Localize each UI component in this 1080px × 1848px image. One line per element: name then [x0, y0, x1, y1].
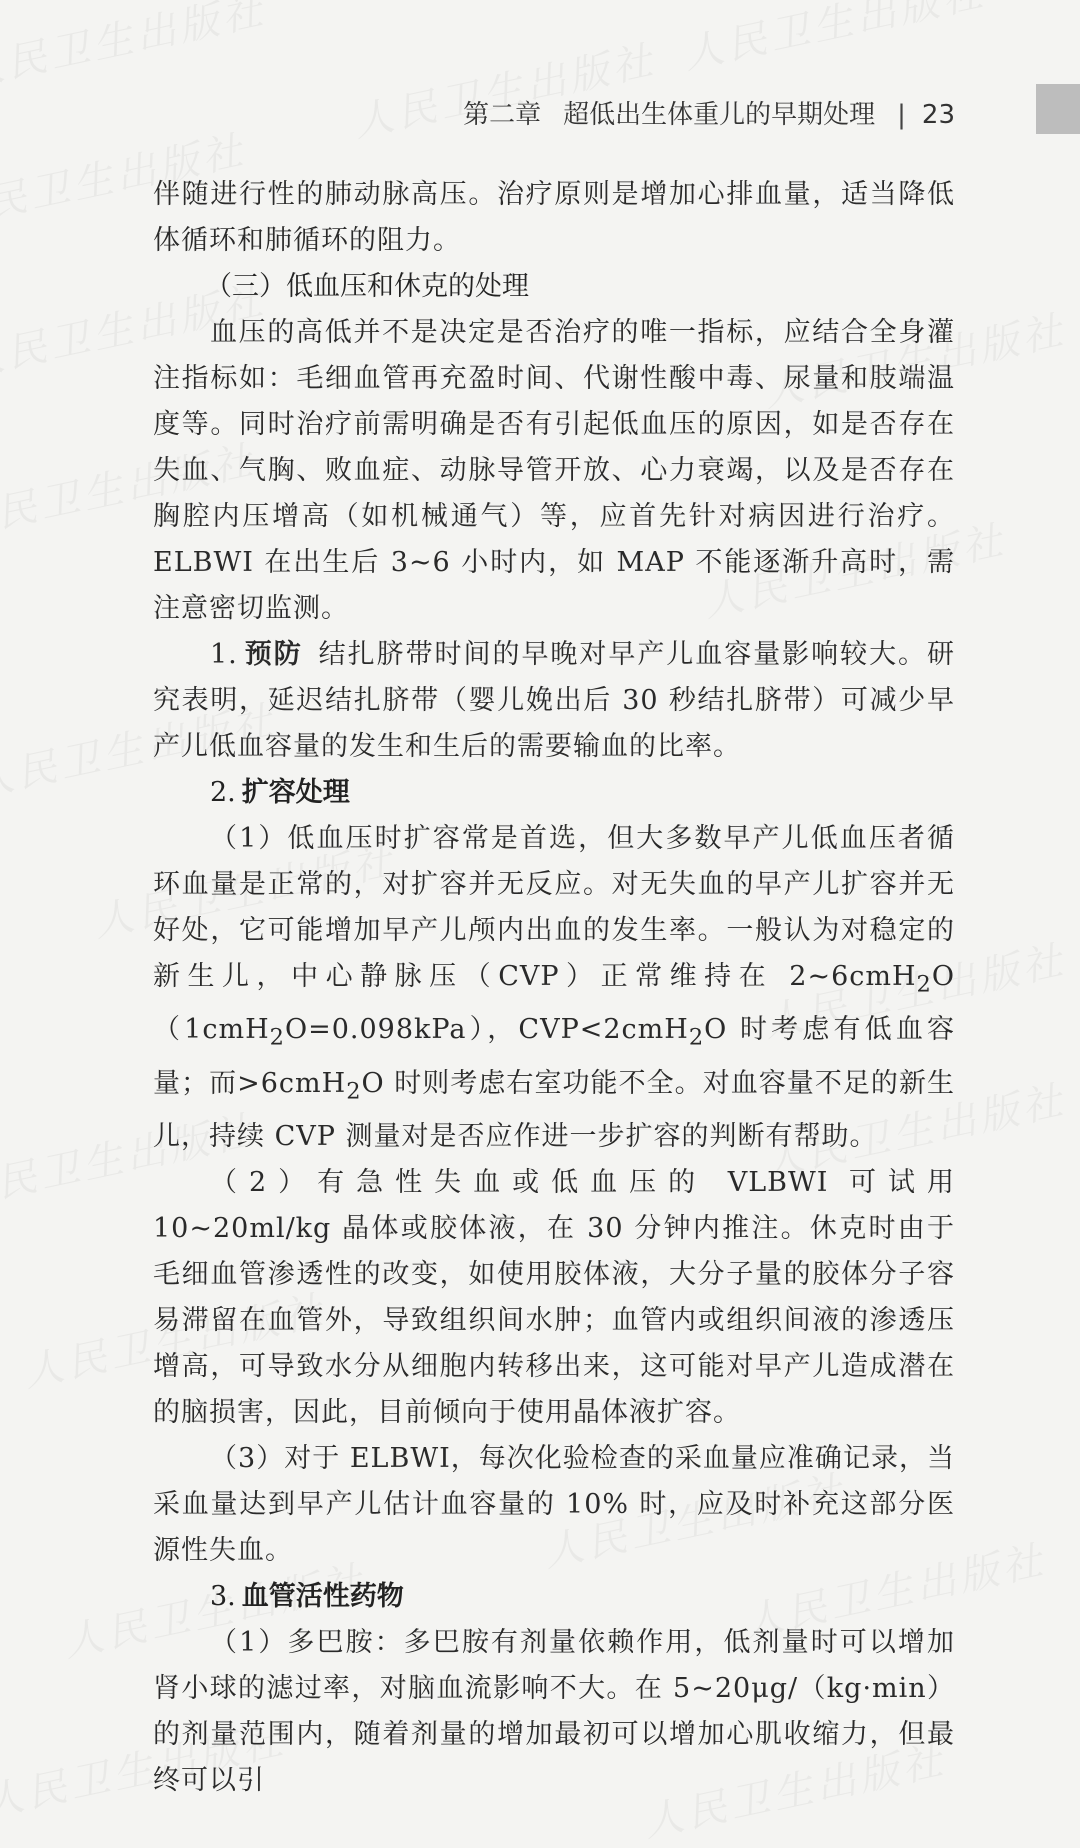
paragraph: （2）有急性失血或低血压的 VLBWI 可试用 10~20ml/kg 晶体或胶体液，在 30 分钟内推注。休克时由于毛细血管渗透性的改变，如使用胶体液，大分子量的胶体分子容易滞留在血管外，导致组织间水肿；血管内或组织间液的渗透压增高，可导致水分从细胞内转移出来，这可能对早产儿造成潜在的脑损害，因此，目前倾向于使用晶体液扩容。 — [153, 1167, 955, 1429]
text-run: O 时考虑有低血容量；而>6cmH — [153, 1014, 956, 1099]
item-text: 结扎脐带时间的早晚对早产儿血容量影响较大。研究表明，延迟结扎脐带（婴儿娩出后 30 秒结扎脐带）可减少早产儿低血容量的发生和生后的需要输血的比率。 — [153, 639, 956, 762]
paragraph — [153, 816, 955, 1160]
subscript: 2 — [688, 1024, 705, 1051]
subscript: 2 — [269, 1024, 285, 1051]
heading-label: 血管活性药物 — [241, 1581, 404, 1613]
item-number: 1. — [210, 639, 238, 670]
watermark-text — [677, 0, 990, 80]
subsection-heading — [153, 770, 955, 816]
page-body — [153, 172, 955, 1804]
text-run: O 时则考虑右室功能不全。对血容量不足的新生儿，持续 CVP 测量对是否应作进一步扩容的判断有帮助。 — [153, 1067, 955, 1153]
paragraph: （3）对于 ELBWI，每次化验检查的采血量应准确记录，当采血量达到早产儿估计血容量的 10% 时，应及时补充这部分医源性失血。 — [153, 1443, 955, 1567]
paragraph: （1）多巴胺：多巴胺有剂量依赖作用，低剂量时可以增加肾小球的滤过率，对脑血流影响不大。在 5~20μg/（kg·min）的剂量范围内，随着剂量的增加最初可以增加心肌收缩力，但最终可以引 — [153, 1627, 955, 1797]
text-run: O（1cmH — [153, 961, 955, 1046]
subscript: 2 — [346, 1078, 362, 1105]
chapter-side-tab — [1036, 84, 1080, 134]
paragraph: 伴随进行性的肺动脉高压。治疗原则是增加心排血量，适当降低体循环和肺循环的阻力。 — [153, 179, 955, 256]
subscript: 2 — [916, 971, 932, 998]
text-run: O=0.098kPa），CVP<2cmH — [284, 1014, 689, 1046]
header-separator: | — [897, 100, 906, 130]
heading-label: 扩容处理 — [241, 777, 350, 808]
text-run: （1）低血压时扩容常是首选，但大多数早产儿低血压者循环血量是正常的，对扩容并无反应。对无失血的早产儿扩容并无好处，它可能增加早产儿颅内出血的发生率。一般认为对稳定的新生儿，中心静脉压（CVP）正常维持在 2~6cmH — [153, 823, 955, 992]
page-number: 23 — [921, 100, 955, 130]
section-heading: （三）低血压和休克的处理 — [205, 271, 529, 302]
heading-number: 2. — [210, 777, 236, 808]
running-header — [0, 94, 955, 131]
paragraph-prevention — [153, 632, 955, 770]
item-lead: 预防 — [243, 639, 303, 670]
watermark-text — [0, 0, 271, 98]
chapter-title: 超低出生体重儿的早期处理 — [563, 100, 876, 130]
chapter-number: 第二章 — [463, 100, 542, 130]
paragraph: 血压的高低并不是决定是否治疗的唯一指标，应结合全身灌注指标如：毛细血管再充盈时间、代谢性酸中毒、尿量和肢端温度等。同时治疗前需明确是否有引起低血压的原因，如是否存在失血、气胸、败血症、动脉导管开放、心力衰竭，以及是否存在胸腔内压增高（如机械通气）等，应首先针对病因进行治疗。ELBWI 在出生后 3~6 小时内，如 MAP 不能逐渐升高时，需注意密切监测。 — [153, 317, 955, 624]
subsection-heading — [153, 1574, 955, 1620]
heading-number: 3. — [210, 1581, 236, 1613]
